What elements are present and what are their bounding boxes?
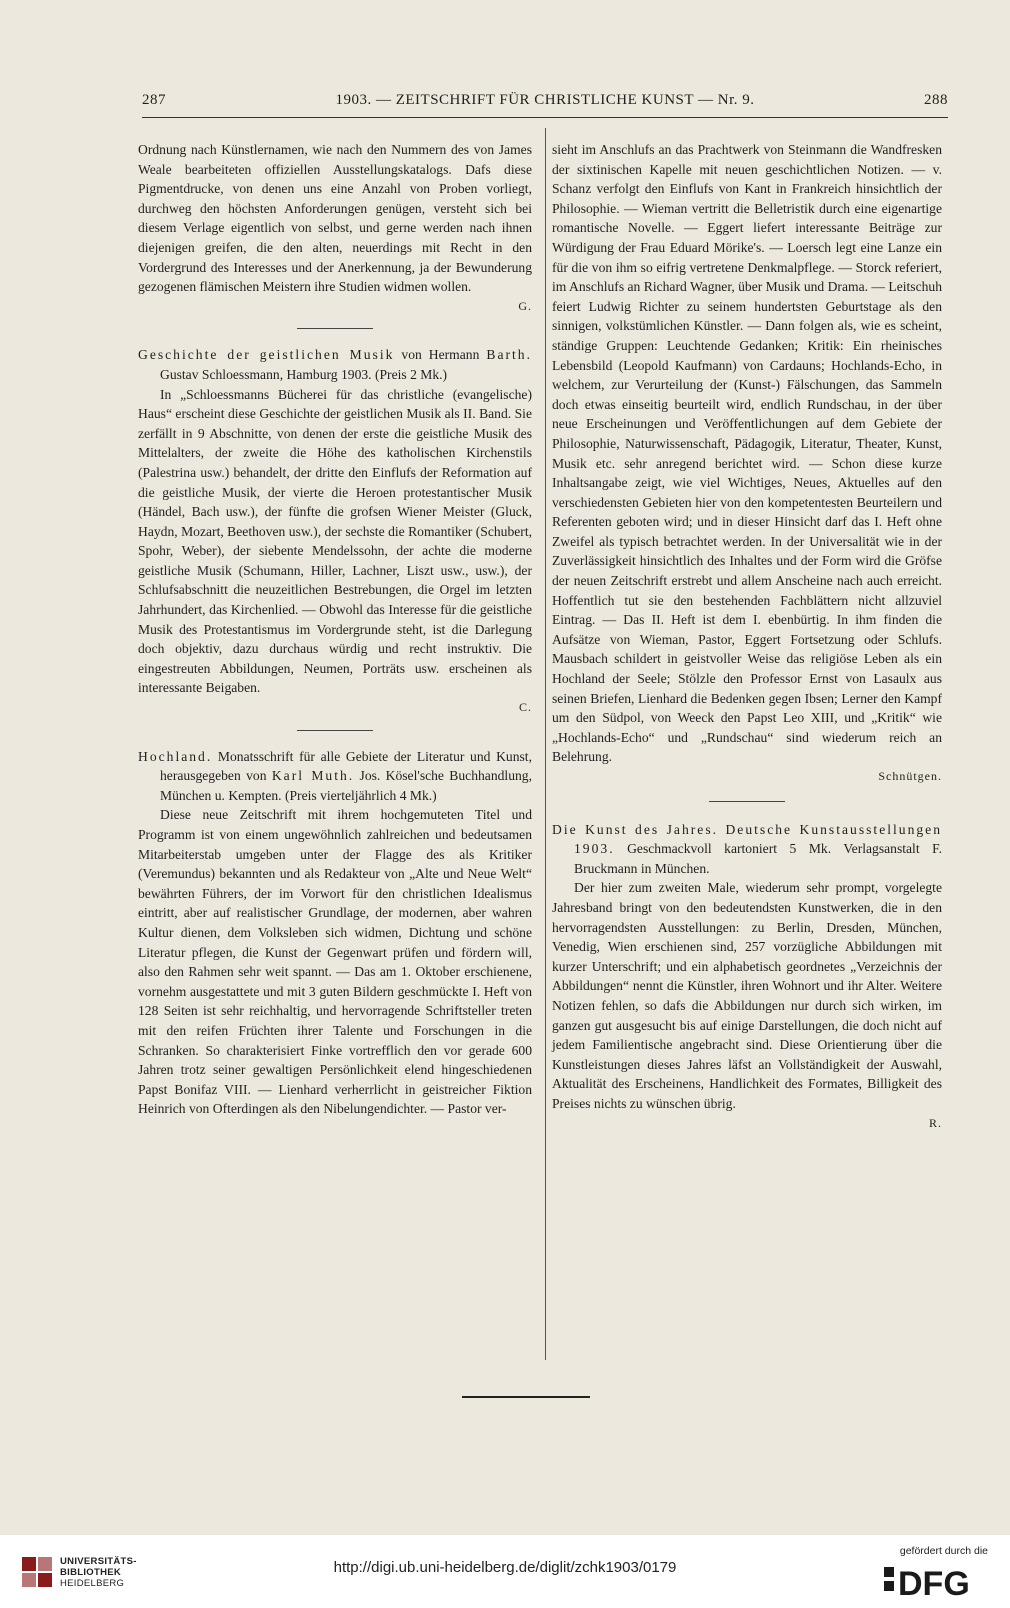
review-signature: G. (518, 298, 532, 313)
dfg-logo-icon (884, 1563, 988, 1601)
book-title: Hochland. (138, 748, 213, 764)
library-name: UNIVERSITÄTS- BIBLIOTHEK HEIDELBERG (60, 1556, 137, 1589)
right-column (552, 140, 942, 1133)
digitization-url-link[interactable]: http://digi.ub.uni-heidelberg.de/diglit/zchk1903/0179 (333, 1559, 677, 1576)
book-entry-heading: Geschichte der geistlichen Musik von Hermann Barth. Gustav Schloessmann, Hamburg 1903. (Preis 2 Mk.) (138, 347, 533, 382)
journal-header-title: 1903. — ZEITSCHRIFT FÜR CHRISTLICHE KUNST — Nr. 9. (335, 92, 755, 108)
review-signature: R. (928, 1115, 942, 1130)
page-end-rule (462, 1396, 590, 1398)
left-column (138, 140, 532, 1119)
column-divider (545, 128, 546, 1360)
book-entry-heading: Die Kunst des Jahres. Deutsche Kunstausstellungen 1903. Geschmackvoll kartoniert 5 Mk. Verlagsanstalt F. Bruckmann in München. (552, 821, 942, 876)
footer-bar (0, 1535, 1010, 1608)
page-number-left: 287 (142, 92, 166, 108)
review-signature: Schnütgen. (878, 769, 942, 783)
separator-rule (709, 801, 785, 802)
book-title: Die Kunst des Jahres. Deutsche Kunstausstellungen 1903. (552, 821, 942, 857)
funded-by-label: gefördert durch die (899, 1545, 988, 1557)
review-body: In „Schloessmanns Bücherei für das christliche (evangelische) Haus“ erscheint diese Geschichte der geistlichen Musik als II. Band. Sie zerfällt in 9 Abschnitte, von denen der erste die geistliche Musik des Mittelalters, der zweite die Höhe des katholischen Kirchenstils (Palestrina usw.) behandelt, der dritte den Einflufs der Reformation auf die geistliche Musik, der vierte die Heroen protestantischer Musik (Händel, Bach usw.), der fünfte die grofsen Wiener Meister (Gluck, Haydn, Mozart, Beethoven usw.), der sechste die Romantiker (Schubert, Spohr, Weber), der siebente Mendelssohn, der achte die moderne geistliche Musik (Schumann, Hiller, Lachner, Liszt usw., usw.), der Schlufsabschnitt die neuzeitlichen Bestrebungen, die Orgel im letzten Jahrhundert, das Kirchenlied. — Obwohl das Interesse für die geistliche Musik des Protestantismus im Vordergrunde steht, ist die Darlegung doch objektiv, dazu durchaus würdig und recht instruktiv. Die eingestreuten Abbildungen, Neumen, Porträts usw. erscheinen als interessante Beigaben. (138, 386, 532, 696)
dfg-wordmark: DFG (898, 1565, 970, 1601)
header-rule (142, 117, 948, 118)
review-body: Diese neue Zeitschrift mit ihrem hochgemuteten Titel und Programm ist von einem ungewöhnlich zahlreichen und bedeutsamen Mitarbeiterstab umgeben unter der Flagge des als Kritiker (Veremundus) bekannten und als Redakteur von „Alte und Neue Welt“ bewährten Führers, der im Vorwort für den christlichen Idealismus eintritt, aber auf realistischer Grundlage, der modernen, aber wahren Kultur dienen, dem Volksleben sich widmen, Dichtung und schöne Literatur pflegen, die Kunst der Gegenwart prüfen und fördern will, also den Rahmen sehr weit spannt. — Das am 1. Oktober erschienene, vornehm ausgestattete und mit 3 guten Bildern geschmückte I. Heft von 128 Seiten ist sehr reichhaltig, und hervorragende Schriftsteller treten mit den reifen Früchten ihrer Talente und Forschungen in die Schranken. So charakterisiert Finke vortrefflich den vor gerade 600 Jahren trotz seiner gewaltigen Persönlichkeit elend hingeschiedenen Papst Bonifaz VIII. — Lienhard verherrlicht in geistreicher Fiktion Heinrich von Ofterdingen als den Nibelungendichter. — Pastor ver- (138, 807, 532, 1117)
separator-rule (297, 730, 373, 731)
review-continuation: Ordnung nach Künstlernamen, wie nach den Nummern des von James Weale bearbeiteten offiziellen Ausstellungskatalogs. Dafs diese Pigmentdrucke, von denen uns eine Anzahl von Proben vorliegt, durchweg den höchsten Anforderungen genügen, versteht sich bei diesem Verlage eigentlich von selbst, und gerne werden nach ihnen diejenigen greifen, die den alten, neuerdings mit Recht in den Vordergrund des Interesses und der Anerkennung, ja der Bewunderung gezogenen flämischen Meistern ihre Studien widmen wollen. (138, 142, 532, 295)
page-number-right: 288 (924, 92, 948, 108)
review-body: Der hier zum zweiten Male, wiederum sehr prompt, vorgelegte Jahresband bringt von den bedeutendsten Kunstwerken, die in den hervorragendsten Ausstellungen: zu Berlin, Dresden, München, Venedig, Wien erschienen sind, 257 vorzügliche Abbildungen mit kurzer Unterschrift; und ein alphabetisch geordnetes „Verzeichnis der Abbildungen“ nennt die Künstler, ihren Wohnort und ihr Alter. Weitere Notizen fehlen, so dafs die Abbildungen nur durch sich wirken, im ganzen gut ausgesucht bis auf einige Darstellungen, die doch nicht auf jedem Familientische angebracht sind. Diese Orientierung über die Kunstleistungen dieses Jahres läfst an Vollständigkeit der Auswahl, Aktualität des Erscheinens, Handlichkeit des Formates, Billigkeit des Preises nichts zu wünschen übrig. (552, 880, 942, 1111)
book-entry-heading: Hochland. Monatsschrift für alle Gebiete der Literatur und Kunst, herausgegeben von Karl Muth. Jos. Kösel'sche Buchhandlung, München u. Kempten. (Preis vierteljährlich 4 Mk.) (138, 748, 532, 803)
review-continuation: sieht im Anschlufs an das Prachtwerk von Steinmann die Wandfresken der sixtinischen Kapelle mit neuen geschichtlichen Notizen. — v. Schanz verfolgt den Einflufs von Kant in Frankreich hinsichtlich der Philosophie. — Wieman vertritt die Belletristik durch eine eigenartige romantische Novelle. — Eggert liefert interessante Beiträge zur Würdigung der Frau Eduard Mörike's. — Loersch legt eine Lanze ein für die von ihm so eifrig vertretene Denkmalpflege. — Storck referiert, im Anschlufs an Richard Wagner, über Musik und Drama. — Leitschuh feiert Ludwig Richter zu seinem hundertsten Geburtstage als den sinnigen, volkstümlichen Künstler. — Dann folgen als, wie es scheint, ständige Gruppen: Leuchtende Gedanken; Kritik: Ein rheinisches Lebensbild (Leopold Kaufmann) von Cardauns; Hochlands-Echo, in welchem, zur Verurteilung der (Kunst-) Fälschungen, das Sammeln doch etwas einseitig beurteilt wird, endlich Rundschau, in der über neue Erscheinungen und Veröffentlichungen auf dem Gebiete der Philosophie, Naturwissenschaft, Pädagogik, Literatur, Theater, Kunst, Musik etc. sehr anregend berichtet wird. — Schon diese kurze Inhaltsangabe zeigt, wie viel Wichtiges, Neues, Aktuelles auf den verschiedensten Gebieten hier von den kompetentesten Beurteilern und Referenten geboten wird; und in dieser Hinsicht darf das I. Heft ohne Zweifel als typisch betrachtet werden. In der Universalität wie in der Zuverlässigkeit hinsichtlich des Inhaltes und der Form wird die Gröfse der neuen Zeitschrift erstrebt und allem Anscheine nach auch erreicht. Hoffentlich tut sie den bestehenden Fachblättern nicht allzuviel Eintrag. — Das II. Heft ist dem I. ebenbürtig. In ihm finden die Aufsätze von Wieman, Pastor, Eggert Fortsetzung oder Schlufs. Mausbach schildert in geistvoller Weise das religiöse Leben als ein Hochland der Seele; Stölzle den Professor Ernst von Lasaulx aus seinen Briefen, Lienhard die Bedenken gegen Ibsen; Lerner den Kampf um den Südpol, von Weeck den Papst Leo XIII, und „Kritik“ wie „Hochlands-Echo“ und „Rundschau“ sind wiederum reich an Belehrung. (552, 142, 942, 765)
book-title: Geschichte der geistlichen Musik (138, 347, 395, 363)
review-signature: C. (518, 700, 532, 715)
book-author: Barth. (486, 347, 533, 363)
book-author: Karl Muth. (271, 768, 355, 784)
separator-rule (297, 328, 373, 329)
running-header (142, 92, 948, 114)
